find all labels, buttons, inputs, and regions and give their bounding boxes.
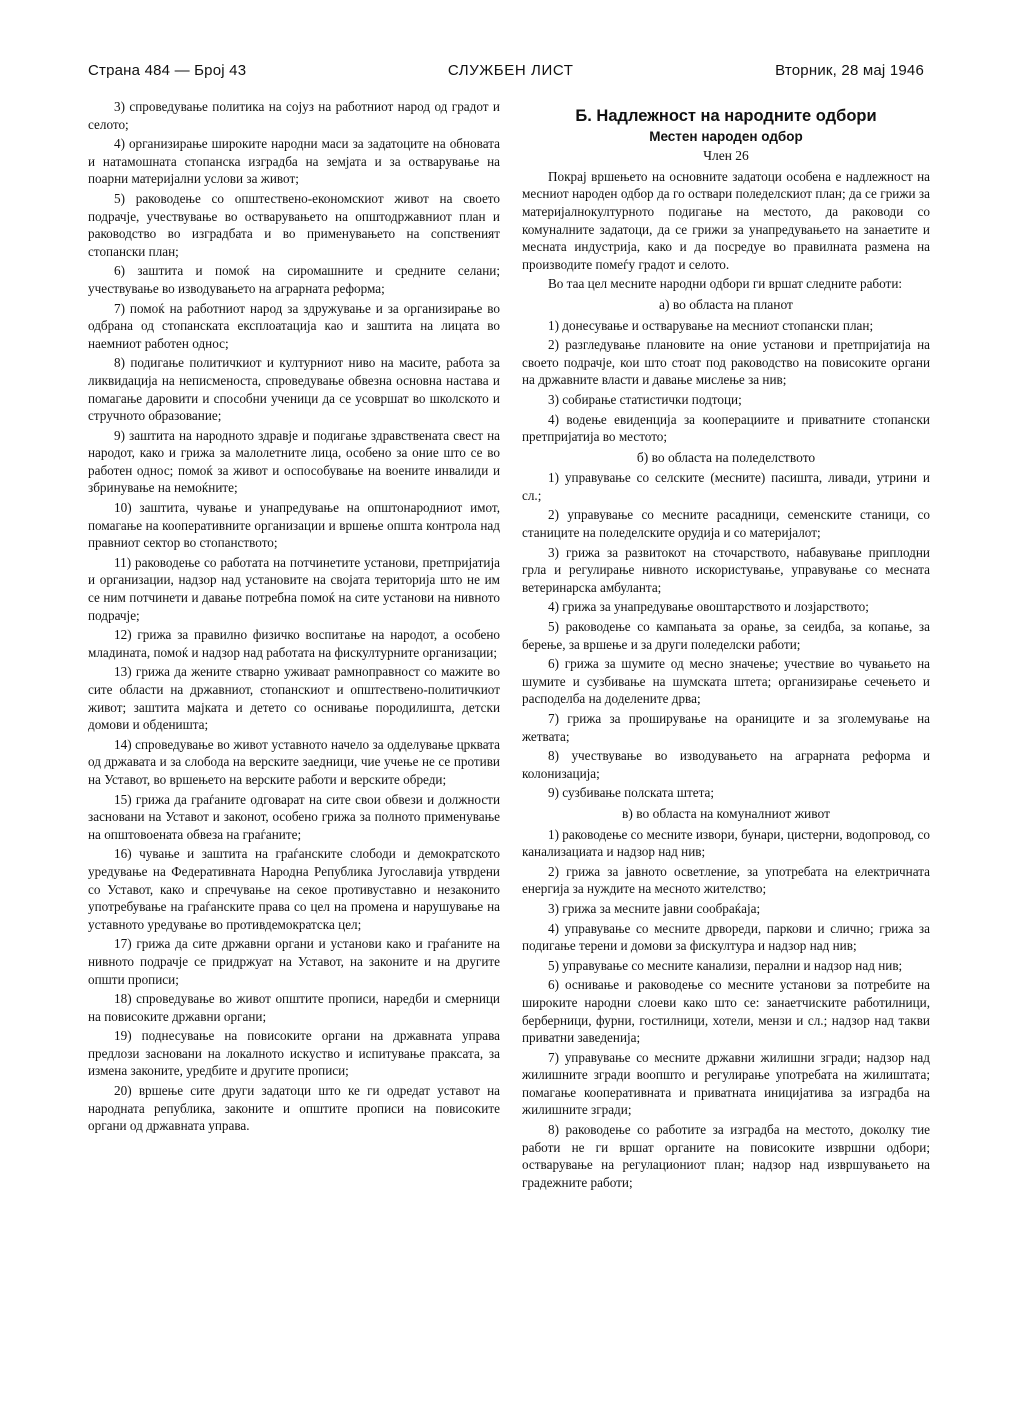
paragraph-item-18: 18) спроведување во живот општите прописи, наредби и смерници на повисоките државни органи; [88,991,500,1024]
paragraph-item-20: 20) вршење сите други задатоци што ке ги одредат уставот на народната република, законите и општите прописи на повисоките органи од државната управа. [88,1083,500,1134]
subsection-title: Местен народен одбор [649,128,803,144]
paragraph-item-7: 7) помоќ на работниот народ за здружување и за организирање во одбрана од стопанската експлоатација као и заштита на лицата во наемниот работен однос; [88,300,500,351]
item-b-6: 6) грижа за шумите од месно значење; учествие во чувањето на шумите и сузбивање на шумската штета; организирање сечењето и расподелба на доделените дрва; [522,656,930,707]
paragraph-item-5: 5) раководење со општествено-економскиот живот на своето подрачје, учествување во остварувањето на општодржавниот план и раководство во изградбата и во применувањето на сопственият стопански план; [88,190,500,259]
intro-paragraph: Покрај вршењето на основните задатоци особена е надлежност на месниот народен одбор да го оствари поледелскиот план; да се грижи за материјалнокултурното подигање на местото, да раководи со комуналните задатоци, да се грижи за унапредувањето на занаетите и месната индустрија, како и да посредуе во правилната размена на производите помеѓу градот и селото. [522,168,930,272]
item-b-3: 3) грижа за развитокот на сточарството, набавување приплодни грла и регулирање нивното искористување, управување со месната ветеринарска амбуланта; [522,544,930,595]
paragraph-item-4: 4) организирање широките народни маси за задатоците на обновата и натамошната стопанска изградба на земјата и за остварување на поарни материјални услови за живот; [88,136,500,187]
paragraph-item-11: 11) раководење со работата на потчинетите установи, претпријатија и организации, надзор над установите на својата територија што не им се ним потчинети и давање потребна помоќ на сите установи на нивното подрачје; [88,554,500,623]
paragraph-item-9: 9) заштита на народното здравје и подигање здравствената свест на народот, како и грижа за малолетните лица, особено за оние што се во работен однос; помоќ за живот и оспособување на воените инвалиди и збринување на немоќните; [88,427,500,496]
item-b-2: 2) управување со месните расадници, семенските станици, со станиците на поледелските орудија и со материјалот; [522,507,930,541]
header-date: Вторник, 28 мај 1946 [775,62,924,79]
item-a-4: 4) водење евиденција за кооперациите и приватните стопански претпријатија во местото; [522,411,930,445]
paragraph-item-8: 8) подигање политичкиот и културниот ниво на масите, работа за ликвидација на неписменоста, спроведување обвезна основна настава и помагање даровити и способни ученици да се усовршат во школското и стручното образование; [88,355,500,424]
subsection-b-heading: б) во областа на поледелството [636,449,816,465]
header-journal-title: СЛУЖБЕН ЛИСТ [447,62,574,79]
paragraph-item-17: 17) грижа да сите државни органи и установи како и граѓаните на нивното подрачје се придржуат на Уставот, на законите и на другите општи прописи; [88,936,500,987]
item-b-4: 4) грижа за унапредување овоштарството и лозјарството; [548,599,869,615]
item-c-1: 1) раководење со месните извори, бунари, цистерни, водопровод, со канализациата и надзор над нив; [522,826,930,860]
item-c-7: 7) управување со месните државни жилишни згради; надзор над жилишните згради воопшто и регулирање употребата на жилиштата; помагање кооперативната и приватната иницијатива за изградба на жилишните згради; [522,1049,930,1118]
item-c-6: 6) оснивање и раководење со месните установи за потребите на широките народни слоеви како што се: занаетчиските работилници, берберници, фурни, гостилници, хотели, мензи и сл.; надзор над такви приватни заведенија; [522,977,930,1046]
paragraph-item-6: 6) заштита и помоќ на сиромашните и средните селани; учествување во изводувањето на аграрната реформа; [88,263,500,296]
item-b-1: 1) управување со селските (месните) пасишта, ливади, утрини и сл.; [522,470,930,503]
paragraph-item-13: 13) грижа да жените стварно уживаат рамноправност со мажите во сите области на државниот, стопанскиот и општествено-политичкиот живот; заштита мајката и детето со оснивање породилишта, детски домови и обденишта; [88,664,500,733]
item-c-5: 5) управување со месните канализи, перални и надзор над нив; [548,957,903,973]
paragraph-item-3: 3) спроведување политика на сојуз на работниот народ од градот и селото; [88,99,500,132]
subsection-a-heading: а) во областа на планот [659,296,793,312]
item-b-5: 5) раководење со кампањата за орање, за сеидба, за копање, за берење, за вршење и за други поледелски работи; [522,619,930,652]
right-column [522,98,930,1193]
paragraph-item-14: 14) спроведување во живот уставното начело за одделување црквата од државата и за слобода на верските заедници, чие учење не се противи на Уставот, во вршењето на верските работи и верските обреди; [88,736,500,787]
item-a-2: 2) разгледување плановите на оние установи и претпријатија на своето подрачје, кои што стоат под раководство на повисоките органи на државните власти и давање мислење за нив; [522,337,930,388]
item-b-9: 9) сузбивање полската штета; [548,785,715,801]
item-c-8: 8) раководење со работите за изградба на местото, доколку тие работи не ги вршат органите на повисоките извршни одбори; остварување на регулациониот план; надзор над извршувањето на градежните работи; [522,1122,930,1190]
item-a-3: 3) собирање статистички подтоци; [548,391,742,407]
item-a-1: 1) донесување и остварување на месниот стопански план; [548,317,874,333]
header-page-number: Страна 484 — Број 43 [88,62,247,79]
page-header [88,62,924,79]
section-title: Б. Надлежност на народните одбори [575,107,877,125]
left-column [88,98,500,1137]
item-c-3: 3) грижа за месните јавни сообраќаја; [548,900,761,916]
article-heading: Член 26 [703,148,749,164]
paragraph-item-16: 16) чување и заштита на граѓанските слободи и демократското уредување на Федеративната Народна Република Југославија утврдени со Уставот, како и спречување на секое противуставно и незаконито употребување на граѓанските права со цел на промена и нарушување на уставното уредување во противдемократска цел; [88,846,500,932]
subsection-c-heading: в) во областа на комуналниот живот [621,805,830,821]
paragraph-item-15: 15) грижа да граѓаните одговарат на сите свои обвези и должности засновани на Уставот и законот, особено грижа за полното применување на општовоената обвеза на граѓаните; [88,791,500,842]
intro-paragraph: Во таа цел месните народни одбори ги вршат следните работи: [548,276,903,292]
item-c-2: 2) грижа за јавното осветление, за употребата на електричната енергија за нуждите на месното жителство; [522,863,930,897]
item-c-4: 4) управување со месните дрвореди, паркови и слично; грижа за подигање терени и домови за фискултура и надзор над нив; [522,920,930,954]
item-b-7: 7) грижа за проширување на ораниците и за зголемување на жетвата; [522,711,930,744]
paragraph-item-19: 19) поднесување на повисоките органи на државната управа предлози засновани на локалното искуство и испитување праксата, за измена законите, уредбите и другите прописи; [88,1028,500,1079]
paragraph-item-10: 10) заштита, чување и унапредување на општонародниот имот, помагање на кооперативните организации и вршење општа контрола над правниот сектор во стопанството; [88,500,500,551]
item-b-8: 8) учествување во изводувањето на аграрната реформа и колонизација; [522,748,930,781]
paragraph-item-12: 12) грижа за правилно физичко воспитање на народот, а особено младината, помоќ и надзор над работата на фискултурните организации; [88,627,500,660]
